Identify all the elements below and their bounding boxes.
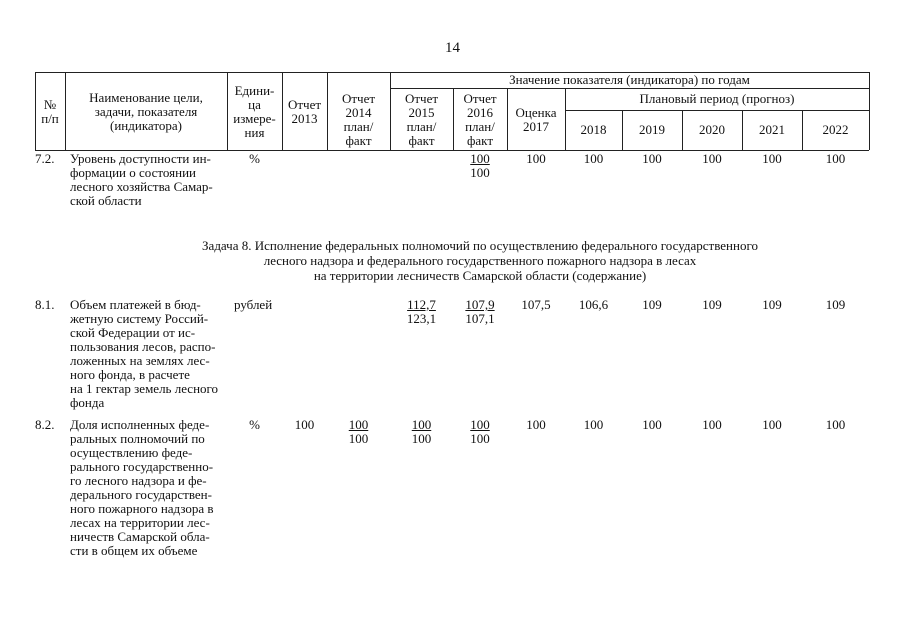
header-year-2018: 2018 <box>580 122 607 137</box>
value-2020: 100 <box>702 151 722 166</box>
value-2018: 100 <box>583 151 604 166</box>
header-2016: Отчет 2016 план/ факт <box>463 91 497 148</box>
row-number: 8.2. <box>35 417 55 432</box>
header-year-2022: 2022 <box>822 122 849 137</box>
task-8-title: Задача 8. Исполнение федеральных полномочий по осуществлению федерального государственного лесного надзора и федерального государственного пожарного надзора в лесах на территории лесничеств Самарской области (содержание) <box>202 238 758 283</box>
header-name: Наименование цели, задачи, показателя (индикатора) <box>89 90 203 133</box>
header-year-2019: 2019 <box>639 122 665 137</box>
value-2018: 106,6 <box>578 297 609 312</box>
value-2019: 100 <box>642 151 662 166</box>
row-name: Уровень доступности ин- формации о состоянии лесного хозяйства Самар- ской области <box>70 151 213 208</box>
value-2022: 100 <box>825 417 846 432</box>
value-2021: 100 <box>762 151 782 166</box>
row-name: Объем платежей в бюд- жетную систему Россий- ской Федерации от ис- пользования лесов, распо- ложенных на землях лес- ного фонда, в расчете на 1 гектар земель лесного фонда <box>70 297 219 410</box>
row-unit: рублей <box>234 297 273 312</box>
value-2015: 100 100 <box>411 417 432 446</box>
value-2016: 100 100 <box>470 417 490 446</box>
row-number: 8.1. <box>35 297 55 312</box>
value-2013: 100 <box>294 417 315 432</box>
header-unit: Едини- ца измере- ния <box>233 83 276 140</box>
header-planned-title: Плановый период (прогноз) <box>639 91 795 106</box>
value-2014: 100 100 <box>348 417 369 446</box>
value-2018: 100 <box>583 417 604 432</box>
row-unit: % <box>249 151 260 166</box>
header-2014: Отчет 2014 план/ факт <box>341 91 376 148</box>
header-2013: Отчет 2013 <box>287 97 322 126</box>
value-2021: 109 <box>762 297 782 312</box>
header-year-2020: 2020 <box>699 122 725 137</box>
header-no: № п/п <box>41 97 59 126</box>
value-2019: 100 <box>642 417 662 432</box>
header-2015: Отчет 2015 план/ факт <box>404 91 439 148</box>
table-header <box>0 0 905 160</box>
row-name: Доля исполненных феде- ральных полномочий по осуществлению феде- рального государственно- го лесного надзора и фе- дерального государствен- ного пожарного надзора в лесах на территории лес- ничеств Самарской обла- сти в общем их объеме <box>70 417 214 558</box>
page-number: 14 <box>445 40 460 56</box>
value-2020: 100 <box>702 417 722 432</box>
header-year-2021: 2021 <box>759 122 785 137</box>
value-2022: 109 <box>825 297 846 312</box>
value-2017: 107,5 <box>521 297 551 312</box>
header-2017: Оценка 2017 <box>515 105 557 134</box>
value-2019: 109 <box>642 297 662 312</box>
row-number: 7.2. <box>35 151 55 166</box>
value-2022: 100 <box>825 151 846 166</box>
value-2016: 107,9 107,1 <box>465 297 495 326</box>
value-2021: 100 <box>762 417 782 432</box>
value-2017: 100 <box>526 417 546 432</box>
value-2016: 100 100 <box>470 151 490 180</box>
value-2015: 112,7 123,1 <box>406 297 437 326</box>
row-unit: % <box>249 417 260 432</box>
value-2020: 109 <box>702 297 722 312</box>
header-values-title: Значение показателя (индикатора) по годам <box>509 72 750 87</box>
value-2017: 100 <box>526 151 546 166</box>
